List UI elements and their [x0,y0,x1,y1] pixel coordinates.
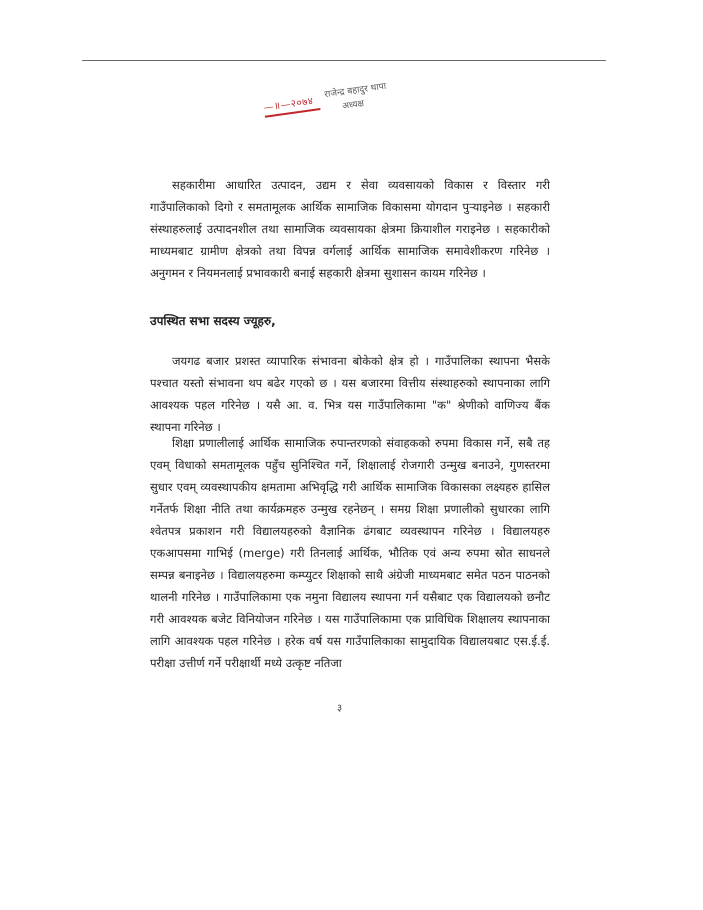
stamp-name: राजेन्द्र बहादुर थापा [323,81,387,101]
page-number: ३ [337,703,343,714]
stamp-title: अध्यक्ष [341,98,365,112]
paragraph-cooperatives: सहकारीमा आधारित उत्पादन, उद्यम र सेवा व्यवसायको विकास र विस्तार गरी गाउँपालिकाको दिगो र समतामूलक आर्थिक सामाजिक विकासमा योगदान पुऱ्याइनेछ । सहकारी संस्थाहरुलाई उत्पादनशील तथा सामाजिक व्यवसायका क्षेत्रमा क्रियाशील गराइनेछ । सहकारीको माध्यमबाट ग्रामीण क्षेत्रको तथा विपन्न वर्गलाई आर्थिक सामाजिक समावेशीकरण गरिनेछ । अनुगमन र नियमनलाई प्रभावकारी बनाई सहकारी क्षेत्रमा सुशासन कायम गरिनेछ । [150,178,550,280]
section-heading: उपस्थित सभा सदस्य ज्यूहरु, [150,314,276,328]
paragraph-market-banking: जयगढ बजार प्रशस्त व्यापारिक संभावना बोकेको क्षेत्र हो । गाउँपालिका स्थापना भैसके पश्चात यस्तो संभावना थप बढेर गएको छ । यस बजारमा वित्तीय संस्थाहरुको स्थापनाका लागि आवश्यक पहल गरिनेछ । यसै आ. व. भित्र यस गाउँपालिकामा "क" श्रेणीको वाणिज्य बैंक स्थापना गरिनेछ । [150,354,550,434]
top-rule-line [82,60,606,61]
signature-stamp [262,75,416,135]
paragraph-education: शिक्षा प्रणालीलाई आर्थिक सामाजिक रुपान्तरणको संवाहकको रुपमा विकास गर्ने, सबै तह एवम् विधाको समतामूलक पहुँच सुनिश्चित गर्ने, शिक्षालाई रोजगारी उन्मुख बनाउने, गुणस्तरमा सुधार एवम् व्यवस्थापकीय क्षमतामा अभिवृद्धि गरी आर्थिक सामाजिक विकासका लक्ष्यहरु हासिल गर्नेतर्फ शिक्षा नीति तथा कार्यक्रमहरु उन्मुख रहनेछन् । समग्र शिक्षा प्रणालीको सुधारका लागि श्वेतपत्र प्रकाशन गरी विद्यालयहरुको वैज्ञानिक ढंगबाट व्यवस्थापन गरिनेछ । विद्यालयहरु एकआपसमा गाभिई (merge) गरी तिनलाई आर्थिक, भौतिक एवं अन्य रुपमा स्रोत साधनले सम्पन्न बनाइनेछ । विद्यालयहरुमा कम्प्युटर शिक्षाको साथै अंग्रेजी माध्यमबाट समेत पठन पाठनको थालनी गरिनेछ । गाउँपालिकामा एक नमुना विद्यालय स्थापना गर्न यसैबाट एक विद्यालयको छनौट गरी आवश्यक बजेट विनियोजन गरिनेछ । यस गाउँपालिकामा एक प्राविधिक शिक्षालय स्थापनाका लागि आवश्यक पहल गरिनेछ । हरेक वर्ष यस गाउँपालिकाका सामुदायिक विद्यालयबाट एस.ई.ई. परीक्षा उत्तीर्ण गर्ने परीक्षार्थी मध्ये उत्कृष्ट नतिजा [150,436,550,670]
stamp-mark: —॥—२०७४ [262,95,315,114]
